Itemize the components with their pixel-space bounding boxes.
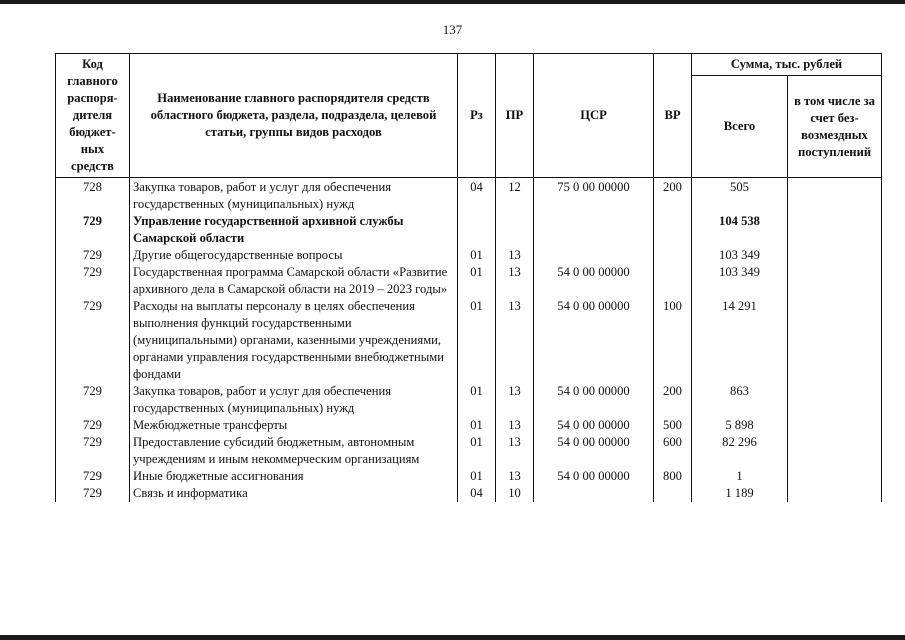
cell-csr: 54 0 00 00000 bbox=[534, 383, 654, 417]
cell-code: 729 bbox=[56, 383, 130, 417]
cell-rz: 04 bbox=[458, 485, 496, 502]
cell-name: Связь и информатика bbox=[130, 485, 458, 502]
header-sum: Сумма, тыс. рублей bbox=[692, 54, 882, 76]
cell-total: 505 bbox=[692, 178, 788, 214]
cell-rz: 01 bbox=[458, 383, 496, 417]
table-row bbox=[56, 468, 882, 485]
cell-name: Предоставление субсидий бюджетным, автономным учреждениям и иным некоммерческим организациям bbox=[130, 434, 458, 468]
cell-csr bbox=[534, 485, 654, 502]
cell-vr: 100 bbox=[654, 298, 692, 383]
cell-vr: 500 bbox=[654, 417, 692, 434]
cell-vr: 600 bbox=[654, 434, 692, 468]
cell-name: Другие общегосударственные вопросы bbox=[130, 247, 458, 264]
scan-border-bottom bbox=[0, 635, 905, 640]
header-pr: ПР bbox=[496, 54, 534, 178]
cell-incl bbox=[788, 298, 882, 383]
cell-csr: 54 0 00 00000 bbox=[534, 264, 654, 298]
header-vr: ВР bbox=[654, 54, 692, 178]
table-row bbox=[56, 298, 882, 383]
cell-pr bbox=[496, 213, 534, 247]
cell-incl bbox=[788, 417, 882, 434]
cell-name: Управление государственной архивной службы Самарской области bbox=[130, 213, 458, 247]
table-body bbox=[56, 178, 882, 503]
cell-pr: 13 bbox=[496, 468, 534, 485]
cell-code: 729 bbox=[56, 485, 130, 502]
cell-vr bbox=[654, 264, 692, 298]
cell-total: 82 296 bbox=[692, 434, 788, 468]
cell-incl bbox=[788, 485, 882, 502]
cell-pr: 10 bbox=[496, 485, 534, 502]
table-row bbox=[56, 417, 882, 434]
cell-csr bbox=[534, 213, 654, 247]
cell-code: 729 bbox=[56, 298, 130, 383]
cell-name: Иные бюджетные ассигнования bbox=[130, 468, 458, 485]
table-row bbox=[56, 178, 882, 214]
header-code: Код главного распоря-дителя бюджет-ных средств bbox=[56, 54, 130, 178]
table-row bbox=[56, 383, 882, 417]
cell-name: Расходы на выплаты персоналу в целях обеспечения выполнения функций государственными (муниципальными) органами, казенными учреждениями, органами управления государственными внебюджетными фондами bbox=[130, 298, 458, 383]
cell-incl bbox=[788, 383, 882, 417]
cell-vr bbox=[654, 247, 692, 264]
header-csr: ЦСР bbox=[534, 54, 654, 178]
cell-name: Закупка товаров, работ и услуг для обеспечения государственных (муниципальных) нужд bbox=[130, 178, 458, 214]
cell-name: Государственная программа Самарской области «Развитие архивного дела в Самарской области на 2019 – 2023 годы» bbox=[130, 264, 458, 298]
cell-vr bbox=[654, 213, 692, 247]
cell-incl bbox=[788, 213, 882, 247]
cell-rz: 01 bbox=[458, 298, 496, 383]
cell-total: 14 291 bbox=[692, 298, 788, 383]
cell-csr bbox=[534, 247, 654, 264]
cell-code: 729 bbox=[56, 417, 130, 434]
cell-name: Межбюджетные трансферты bbox=[130, 417, 458, 434]
cell-pr: 13 bbox=[496, 298, 534, 383]
cell-csr: 54 0 00 00000 bbox=[534, 298, 654, 383]
header-name: Наименование главного распорядителя средств областного бюджета, раздела, подраздела, целевой статьи, группы видов расходов bbox=[130, 54, 458, 178]
cell-total: 103 349 bbox=[692, 264, 788, 298]
table-row bbox=[56, 485, 882, 502]
budget-table bbox=[55, 53, 882, 502]
cell-pr: 13 bbox=[496, 264, 534, 298]
header-total: Всего bbox=[692, 76, 788, 178]
cell-total: 104 538 bbox=[692, 213, 788, 247]
cell-rz: 04 bbox=[458, 178, 496, 214]
header-rz: Рз bbox=[458, 54, 496, 178]
cell-incl bbox=[788, 178, 882, 214]
cell-pr: 13 bbox=[496, 434, 534, 468]
cell-rz bbox=[458, 213, 496, 247]
cell-code: 729 bbox=[56, 468, 130, 485]
cell-vr: 800 bbox=[654, 468, 692, 485]
cell-rz: 01 bbox=[458, 264, 496, 298]
cell-code: 728 bbox=[56, 178, 130, 214]
cell-total: 863 bbox=[692, 383, 788, 417]
cell-pr: 13 bbox=[496, 383, 534, 417]
cell-pr: 13 bbox=[496, 247, 534, 264]
cell-vr bbox=[654, 485, 692, 502]
cell-rz: 01 bbox=[458, 468, 496, 485]
table-row bbox=[56, 213, 882, 247]
cell-total: 1 189 bbox=[692, 485, 788, 502]
cell-rz: 01 bbox=[458, 434, 496, 468]
cell-total: 5 898 bbox=[692, 417, 788, 434]
cell-rz: 01 bbox=[458, 247, 496, 264]
scan-border-top bbox=[0, 0, 905, 4]
cell-total: 103 349 bbox=[692, 247, 788, 264]
cell-pr: 12 bbox=[496, 178, 534, 214]
cell-csr: 54 0 00 00000 bbox=[534, 468, 654, 485]
header-incl: в том числе за счет без-возмездных поступлений bbox=[788, 76, 882, 178]
cell-code: 729 bbox=[56, 213, 130, 247]
cell-code: 729 bbox=[56, 264, 130, 298]
table-row bbox=[56, 434, 882, 468]
cell-incl bbox=[788, 434, 882, 468]
cell-total: 1 bbox=[692, 468, 788, 485]
cell-incl bbox=[788, 468, 882, 485]
cell-code: 729 bbox=[56, 247, 130, 264]
table-header bbox=[56, 54, 882, 178]
cell-vr: 200 bbox=[654, 178, 692, 214]
table-row bbox=[56, 264, 882, 298]
cell-csr: 75 0 00 00000 bbox=[534, 178, 654, 214]
cell-csr: 54 0 00 00000 bbox=[534, 434, 654, 468]
table-row bbox=[56, 247, 882, 264]
cell-name: Закупка товаров, работ и услуг для обеспечения государственных (муниципальных) нужд bbox=[130, 383, 458, 417]
cell-incl bbox=[788, 264, 882, 298]
cell-csr: 54 0 00 00000 bbox=[534, 417, 654, 434]
cell-code: 729 bbox=[56, 434, 130, 468]
cell-vr: 200 bbox=[654, 383, 692, 417]
cell-pr: 13 bbox=[496, 417, 534, 434]
page-number: 137 bbox=[442, 22, 463, 37]
cell-rz: 01 bbox=[458, 417, 496, 434]
cell-incl bbox=[788, 247, 882, 264]
